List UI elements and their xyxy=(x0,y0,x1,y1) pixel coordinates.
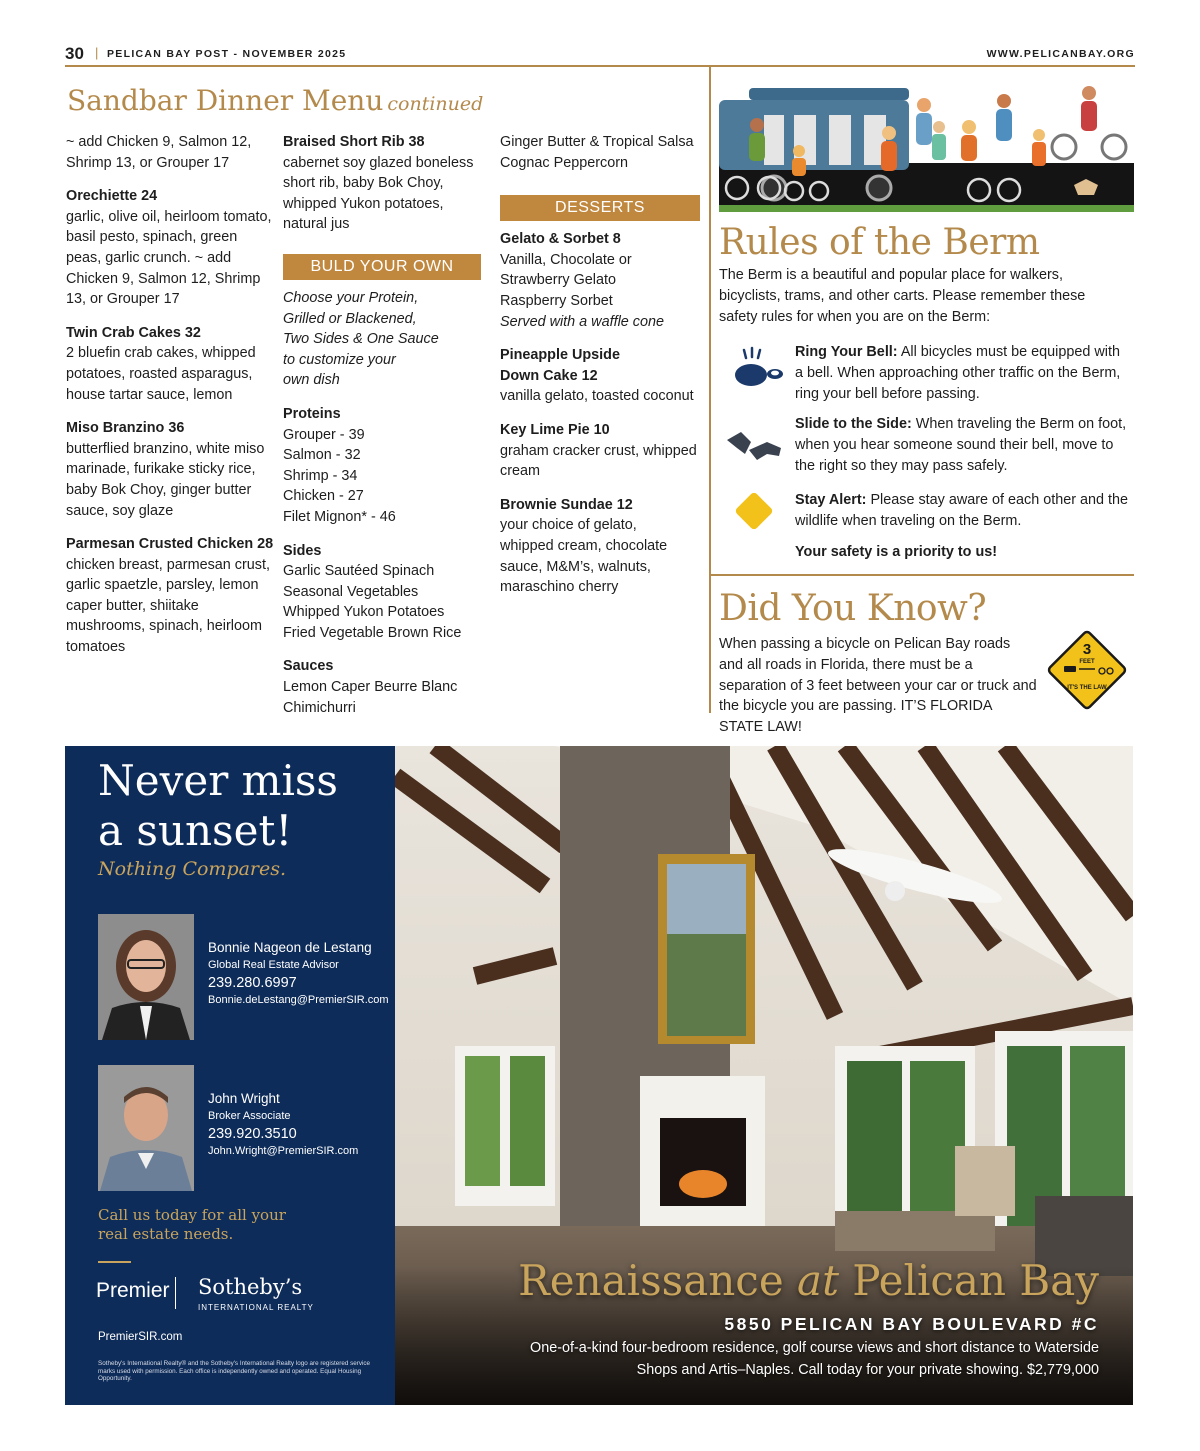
ad-agent-panel xyxy=(65,746,395,1405)
proteins-list: Proteins Grouper - 39 Salmon - 32 Shrimp - 34 Chicken - 27 Filet Mignon* - 46 xyxy=(283,405,396,525)
agent-photo xyxy=(98,1065,194,1191)
agent-email[interactable]: Bonnie.deLestang@PremierSIR.com xyxy=(208,994,389,1006)
caution-sign-icon xyxy=(731,488,777,534)
menu-item: Orechiette 24 garlic, olive oil, heirloom tomato, basil pesto, spinach, green peas, garlic crunch. ~ add Chicken 9, Salmon 12, Shrimp 13, or Grouper 17 xyxy=(66,188,272,308)
column-divider xyxy=(709,67,711,713)
menu-item: Braised Short Rib 38 cabernet soy glazed boneless short rib, baby Bok Choy, whipped Yukon potatoes, natural jus xyxy=(283,134,474,233)
real-estate-ad xyxy=(65,746,1133,1405)
menu-column-1 xyxy=(66,132,276,671)
agent-title: Broker Associate xyxy=(208,1110,291,1122)
menu-item: Parmesan Crusted Chicken 28 chicken breast, parmesan crust, garlic spaetzle, parsley, lemon caper butter, shiitake mushrooms, spinach, heirloom tomatoes xyxy=(66,536,274,656)
agent-phone[interactable]: 239.280.6997 xyxy=(208,975,297,991)
page-number: 30 xyxy=(65,44,84,63)
agent-email[interactable]: John.Wright@PremierSIR.com xyxy=(208,1145,359,1157)
issue-label: PELICAN BAY POST - NOVEMBER 2025 xyxy=(107,48,347,60)
sides-list: Sides Garlic Sautéed Spinach Seasonal Vegetables Whipped Yukon Potatoes Fried Vegetable Brown Rice xyxy=(283,542,462,641)
menu-item: ~ add Chicken 9, Salmon 12, Shrimp 13, or Grouper 17 xyxy=(66,134,252,171)
section-rule xyxy=(709,574,1134,576)
website-link[interactable]: WWW.PELICANBAY.ORG xyxy=(986,48,1135,60)
ad-fine-print: Sotheby's International Realty® and the Sotheby's International Realty logo are registered service marks used with permission. Each office is independently owned and operated. Equal Housing Opportunity. xyxy=(98,1360,371,1382)
menu-item: Key Lime Pie 10 graham cracker crust, whipped cream xyxy=(500,421,697,480)
menu-item-name: Twin Crab Cakes 32 xyxy=(66,324,201,341)
agent-photo xyxy=(98,914,194,1040)
header-separator: | xyxy=(95,45,99,60)
menu-item-name: Parmesan Crusted Chicken 28 xyxy=(66,536,274,553)
sign-number: 3 xyxy=(1082,641,1092,658)
sauces-list-continued: Ginger Butter & Tropical Salsa Cognac Peppercorn xyxy=(500,134,694,171)
menu-title: Sandbar Dinner Menu continued xyxy=(67,84,484,117)
agent-title: Global Real Estate Advisor xyxy=(208,959,339,971)
bell-icon xyxy=(727,346,787,391)
ad-website-link[interactable]: PremierSIR.com xyxy=(98,1331,183,1343)
ad-headline: Never miss a sunset! xyxy=(98,756,338,855)
berm-title: Rules of the Berm xyxy=(719,222,1040,263)
did-you-know-title: Did You Know? xyxy=(719,588,987,629)
menu-item: Twin Crab Cakes 32 2 bluefin crab cakes, whipped potatoes, roasted asparagus, house tartar sauce, lemon xyxy=(66,324,256,403)
menu-item: Miso Branzino 36 butterflied branzino, white miso marinade, furikake sticky rice, baby Bok Choy, ginger butter sauce, soy glaze xyxy=(66,420,265,519)
listing-address: 5850 PELICAN BAY BOULEVARD #C xyxy=(724,1314,1099,1334)
berm-rule: Slide to the Side: When traveling the Berm on foot, when you hear someone sound their bell, move to the right so they may pass safely. xyxy=(795,416,1127,474)
menu-item: Gelato & Sorbet 8 Vanilla, Chocolate or Strawberry Gelato Raspberry Sorbet Served with a waffle cone xyxy=(500,231,664,330)
three-feet-sign-icon xyxy=(1043,626,1131,714)
footprints-icon xyxy=(725,428,785,464)
brand-divider xyxy=(175,1277,176,1309)
desserts-bar: DESSERTS xyxy=(500,195,700,221)
header-rule xyxy=(65,65,1135,67)
agent-info xyxy=(208,940,389,1006)
berm-illustration xyxy=(719,85,1134,212)
berm-rule: Stay Alert: Please stay aware of each other and the wildlife when traveling on the Berm. xyxy=(795,492,1129,529)
menu-item: Brownie Sundae 12 your choice of gelato, whipped cream, chocolate sauce, M&M’s, walnuts, maraschino cherry xyxy=(500,496,668,596)
agent-info xyxy=(208,1091,358,1157)
brand-international-realty: INTERNATIONAL REALTY xyxy=(198,1303,314,1312)
sign-unit: FEET xyxy=(1079,659,1095,665)
brand-premier: Premier xyxy=(96,1279,170,1302)
menu-column-3 xyxy=(500,132,700,611)
build-intro: Choose your Protein, Grilled or Blackened, Two Sides & One Sauce to customize your own dish xyxy=(283,289,439,389)
agent-name: Bonnie Nageon de Lestang xyxy=(208,940,372,955)
build-your-own-bar: BULD YOUR OWN xyxy=(283,254,481,280)
ad-divider xyxy=(98,1261,131,1263)
menu-item-name: Miso Branzino 36 xyxy=(66,420,185,437)
agent-phone[interactable]: 239.920.3510 xyxy=(208,1126,297,1142)
berm-closing: Your safety is a priority to us! xyxy=(795,544,998,560)
menu-title-continued: continued xyxy=(387,93,484,115)
listing-title: Renaissance at Pelican Bay xyxy=(518,1256,1099,1305)
sign-law: IT'S THE LAW xyxy=(1067,685,1107,691)
agent-name: John Wright xyxy=(208,1091,280,1106)
ad-call-to-action: Call us today for all your real estate needs. xyxy=(98,1206,286,1243)
ad-tagline: Nothing Compares. xyxy=(98,858,287,880)
listing-photo xyxy=(395,746,1133,1405)
did-you-know-text: When passing a bicycle on Pelican Bay roads and all roads in Florida, there must be a separation of 3 feet between your car or truck and the bicycle you are passing. IT’S FLORIDA STATE LAW! xyxy=(719,636,1037,736)
berm-rule: Ring Your Bell: All bicycles must be equipped with a bell. When approaching other traffic on the Berm, ring your bell before passing. xyxy=(795,344,1121,402)
berm-intro: The Berm is a beautiful and popular place for walkers, bicyclists, trams, and other carts. Please remember these safety rules for when you are on the Berm: xyxy=(719,267,1086,325)
page-header xyxy=(65,44,1135,66)
menu-column-2 xyxy=(283,132,481,731)
brand-sothebys: Sotheby’s xyxy=(198,1275,303,1299)
menu-item: Pineapple Upside Down Cake 12 vanilla gelato, toasted coconut xyxy=(500,347,694,405)
listing-description: One-of-a-kind four-bedroom residence, golf course views and short distance to Waterside Shops and Artis–Naples. Call today for your private showing. $2,779,000 xyxy=(530,1340,1099,1378)
menu-item-name: Orechiette 24 xyxy=(66,188,158,205)
sauces-list: Sauces Lemon Caper Beurre Blanc Chimichurri xyxy=(283,658,458,716)
